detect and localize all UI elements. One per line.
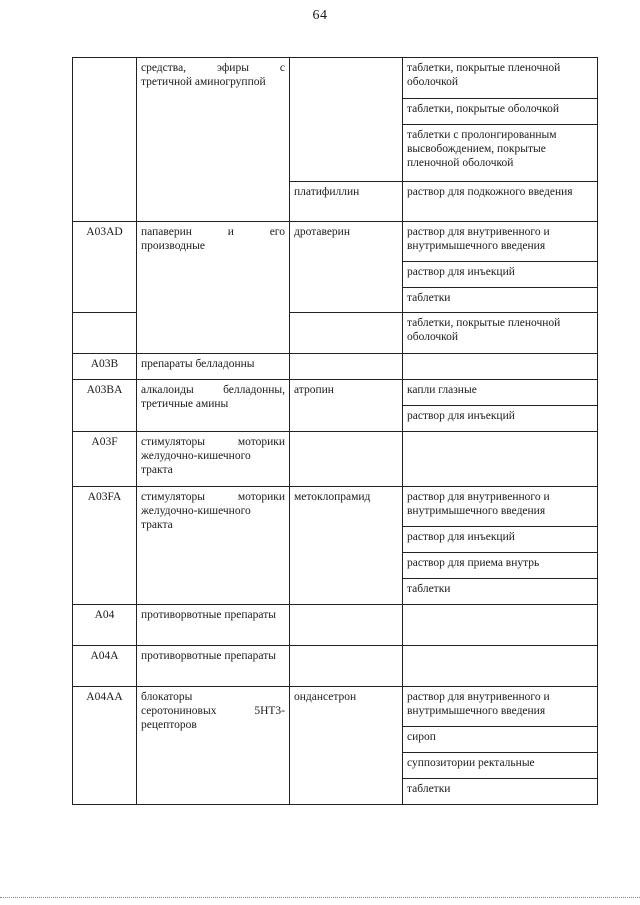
- group-text-line: средства, эфиры с: [141, 62, 285, 74]
- dosage-form-cell: раствор для приема внутрь: [403, 553, 598, 579]
- dosage-form-cell: раствор для внутривенного и внутримышечного введения: [403, 687, 598, 727]
- atc-code-cell: [73, 58, 137, 222]
- group-text-line: третичные амины: [141, 398, 229, 410]
- drug-group-cell: противорвотные препараты: [137, 646, 290, 687]
- drug-group-cell: противорвотные препараты: [137, 605, 290, 646]
- drug-group-cell: [137, 380, 290, 432]
- drug-name-cell: атропин: [290, 380, 403, 432]
- dosage-form-cell: раствор для внутривенного и внутримышечного введения: [403, 222, 598, 262]
- dosage-form-cell: [403, 605, 598, 646]
- page-bottom-rule: [0, 897, 640, 898]
- group-text-line: стимуляторы моторики: [141, 491, 285, 503]
- dosage-form-cell: раствор для инъекций: [403, 406, 598, 432]
- drug-name-cell: [290, 646, 403, 687]
- drug-name-cell: [290, 313, 403, 354]
- dosage-form-cell: раствор для подкожного введения: [403, 182, 598, 222]
- table-row: [73, 354, 598, 380]
- atc-code-cell: A04AA: [73, 687, 137, 805]
- drug-name-cell: [290, 605, 403, 646]
- drug-group-cell: [137, 432, 290, 487]
- atc-code-cell: A03BA: [73, 380, 137, 432]
- drug-table: [72, 57, 598, 805]
- drug-name-cell: платифиллин: [290, 182, 403, 222]
- group-text-line: желудочно-кишечного тракта: [141, 450, 251, 476]
- group-text-line: серотониновых 5HT3-: [141, 705, 285, 717]
- group-text-line: третичной аминогруппой: [141, 76, 266, 88]
- table-row: [73, 222, 598, 262]
- group-text-line: рецепторов: [141, 719, 197, 731]
- atc-code-cell: [73, 313, 137, 354]
- dosage-form-cell: суппозитории ректальные: [403, 753, 598, 779]
- group-text-line: алкалоиды белладонны,: [141, 384, 285, 396]
- dosage-form-cell: [403, 432, 598, 487]
- dosage-form-cell: капли глазные: [403, 380, 598, 406]
- drug-group-cell: [137, 222, 290, 354]
- atc-code-cell: A03FA: [73, 487, 137, 605]
- table-row: [73, 432, 598, 487]
- drug-group-cell: [137, 58, 290, 222]
- page-number: 64: [312, 8, 328, 23]
- drug-name-cell: [290, 58, 403, 182]
- group-text-line: желудочно-кишечного тракта: [141, 505, 251, 531]
- group-text-line: производные: [141, 240, 205, 252]
- table-row: [73, 487, 598, 527]
- group-text-line: папаверин и его: [141, 226, 285, 238]
- dosage-form-cell: [403, 646, 598, 687]
- atc-code-cell: A03AD: [73, 222, 137, 313]
- dosage-form-cell: [403, 354, 598, 380]
- atc-code-cell: A03B: [73, 354, 137, 380]
- dosage-form-cell: таблетки с пролонгированным высвобождением, покрытые пленочной оболочкой: [403, 125, 598, 182]
- dosage-form-cell: таблетки: [403, 579, 598, 605]
- drug-name-cell: метоклопрамид: [290, 487, 403, 605]
- table-row: [73, 605, 598, 646]
- group-text-line: стимуляторы моторики: [141, 436, 285, 448]
- group-text-line: блокаторы: [141, 691, 193, 703]
- dosage-form-cell: сироп: [403, 727, 598, 753]
- atc-code-cell: A03F: [73, 432, 137, 487]
- dosage-form-cell: раствор для внутривенного и внутримышечного введения: [403, 487, 598, 527]
- dosage-form-cell: таблетки, покрытые оболочкой: [403, 99, 598, 125]
- table-row: [73, 58, 598, 99]
- table-row: [73, 687, 598, 727]
- drug-name-cell: ондансетрон: [290, 687, 403, 805]
- dosage-form-cell: таблетки: [403, 779, 598, 805]
- dosage-form-cell: раствор для инъекций: [403, 262, 598, 288]
- dosage-form-cell: раствор для инъекций: [403, 527, 598, 553]
- table-row: [73, 380, 598, 406]
- dosage-form-cell: таблетки, покрытые пленочной оболочкой: [403, 313, 598, 354]
- dosage-form-cell: таблетки: [403, 288, 598, 313]
- drug-name-cell: [290, 432, 403, 487]
- table-row: [73, 646, 598, 687]
- atc-code-cell: A04: [73, 605, 137, 646]
- drug-name-cell: дротаверин: [290, 222, 403, 313]
- drug-group-cell: [137, 487, 290, 605]
- dosage-form-cell: таблетки, покрытые пленочной оболочкой: [403, 58, 598, 99]
- atc-code-cell: A04A: [73, 646, 137, 687]
- drug-group-cell: препараты белладонны: [137, 354, 290, 380]
- drug-name-cell: [290, 354, 403, 380]
- drug-group-cell: [137, 687, 290, 805]
